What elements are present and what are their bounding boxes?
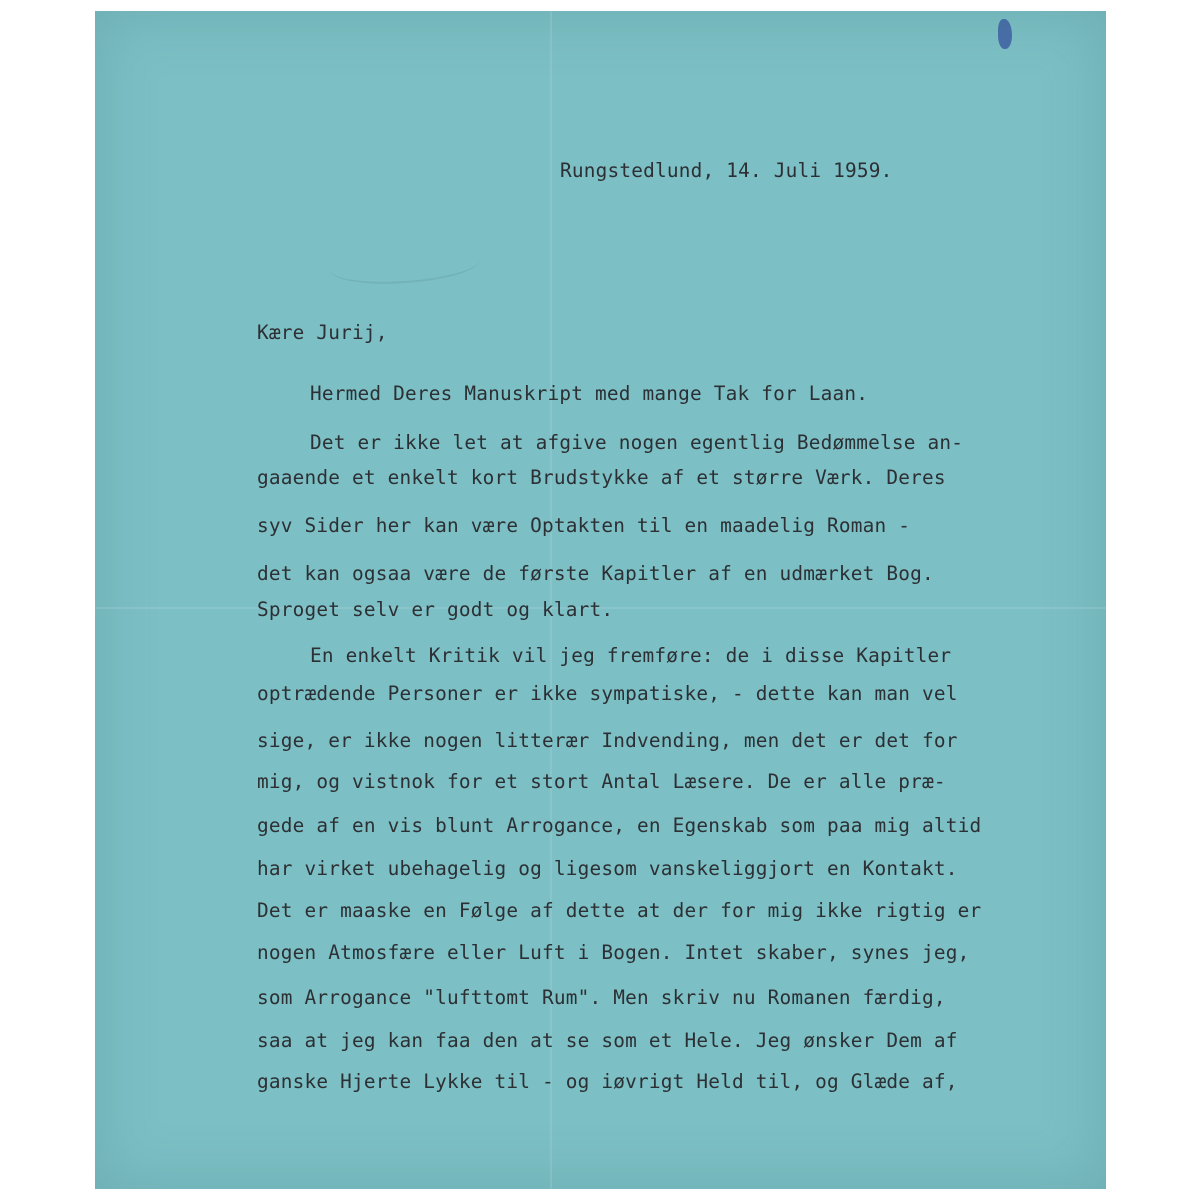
body-line: har virket ubehagelig og ligesom vanskeliggjort en Kontakt. [257, 857, 958, 880]
ink-blot [998, 19, 1012, 49]
body-line: Hermed Deres Manuskript med mange Tak for Laan. [310, 382, 869, 405]
body-line: nogen Atmosfære eller Luft i Bogen. Intet skaber, synes jeg, [257, 941, 970, 964]
show-through-signature [329, 242, 481, 288]
body-line: En enkelt Kritik vil jeg fremføre: de i disse Kapitler [310, 644, 952, 667]
body-line: Sproget selv er godt og klart. [257, 598, 614, 621]
body-line: syv Sider her kan være Optakten til en maadelig Roman - [257, 514, 911, 537]
body-line: Det er ikke let at afgive nogen egentlig Bedømmelse an- [310, 431, 964, 454]
salutation: Kære Jurij, [257, 321, 388, 344]
body-line: gaaende et enkelt kort Brudstykke af et større Værk. Deres [257, 466, 946, 489]
body-line: sige, er ikke nogen litterær Indvending, men det er det for [257, 729, 958, 752]
body-line: mig, og vistnok for et stort Antal Læsere. De er alle præ- [257, 770, 946, 793]
body-line: som Arrogance "lufttomt Rum". Men skriv nu Romanen færdig, [257, 986, 946, 1009]
body-line: saa at jeg kan faa den at se som et Hele. Jeg ønsker Dem af [257, 1029, 958, 1052]
body-line: det kan ogsaa være de første Kapitler af en udmærket Bog. [257, 562, 934, 585]
body-line: ganske Hjerte Lykke til - og iøvrigt Held til, og Glæde af, [257, 1070, 958, 1093]
body-line: optrædende Personer er ikke sympatiske, - dette kan man vel [257, 682, 958, 705]
body-line: Det er maaske en Følge af dette at der for mig ikke rigtig er [257, 899, 982, 922]
letter-sheet [95, 11, 1106, 1189]
dateline: Rungstedlund, 14. Juli 1959. [560, 159, 893, 182]
body-line: gede af en vis blunt Arrogance, en Egenskab som paa mig altid [257, 814, 982, 837]
